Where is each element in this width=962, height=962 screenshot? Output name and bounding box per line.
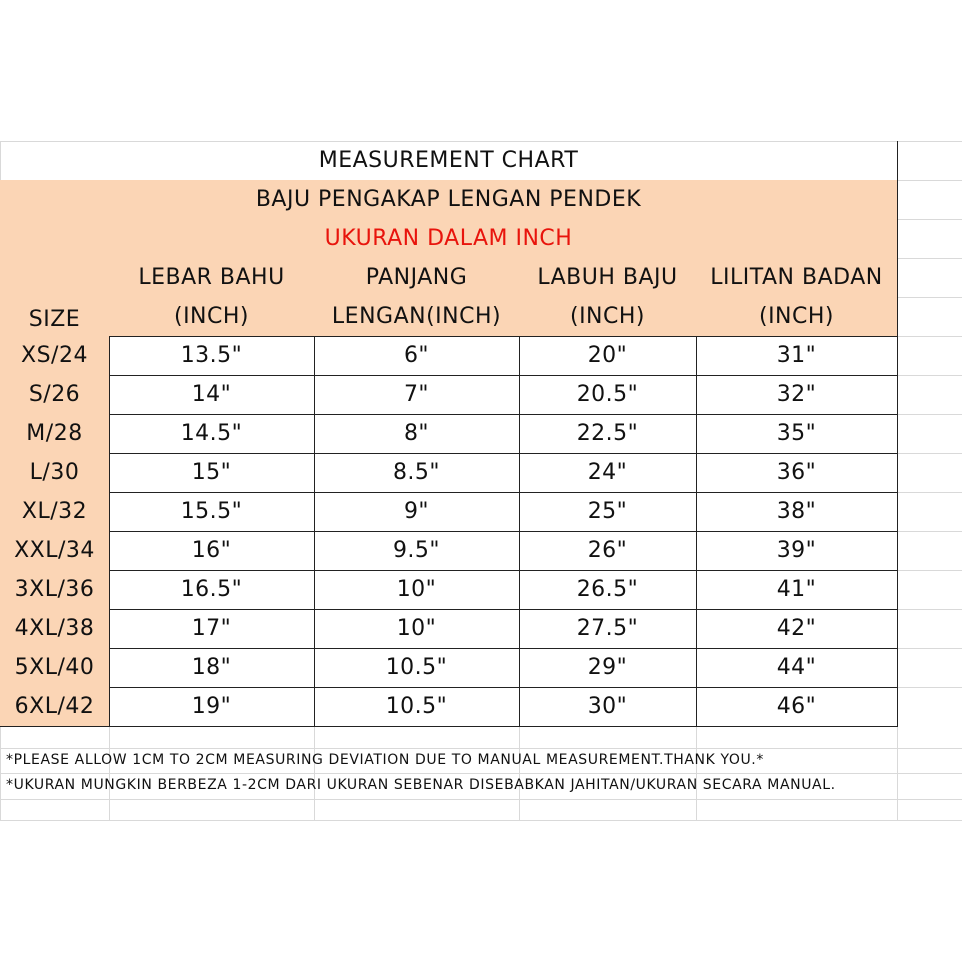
lilitan-cell: 39": [696, 531, 898, 571]
header-labuh-line1: LABUH BAJU: [537, 265, 678, 290]
note-deviation-english: *PLEASE ALLOW 1CM TO 2CM MEASURING DEVIATION DUE TO MANUAL MEASUREMENT.THANK YOU.*: [6, 752, 764, 768]
lebar-cell: 13.5": [109, 336, 315, 376]
size-cell: 5XL/40: [0, 648, 110, 688]
size-cell: XXL/34: [0, 531, 110, 571]
chart-subtitle-text: BAJU PENGAKAP LENGAN PENDEK: [255, 187, 642, 212]
lebar-cell: 17": [109, 609, 315, 649]
panjang-cell: 10.5": [314, 687, 520, 727]
header-labuh-line2: (INCH): [569, 304, 645, 329]
chart-title: [0, 141, 898, 181]
lilitan-cell: 36": [696, 453, 898, 493]
header-lebar-line1: LEBAR BAHU: [138, 265, 285, 290]
lilitan-cell: 42": [696, 609, 898, 649]
note-deviation-malay: *UKURAN MUNGKIN BERBEZA 1-2CM DARI UKURAN SEBENAR DISEBABKAN JAHITAN/UKURAN SECARA MANUAL.: [6, 777, 836, 793]
labuh-cell: 22.5": [519, 414, 697, 454]
header-panjang-lengan: [314, 258, 520, 337]
labuh-cell: 29": [519, 648, 697, 688]
chart-title-text: MEASUREMENT CHART: [318, 148, 579, 173]
labuh-cell: 24": [519, 453, 697, 493]
panjang-cell: 8": [314, 414, 520, 454]
lilitan-cell: 35": [696, 414, 898, 454]
unit-note: [0, 219, 898, 259]
panjang-cell: 7": [314, 375, 520, 415]
header-size-label: SIZE: [28, 307, 81, 332]
lebar-cell: 15.5": [109, 492, 315, 532]
panjang-cell: 6": [314, 336, 520, 376]
lilitan-cell: 46": [696, 687, 898, 727]
labuh-cell: 26.5": [519, 570, 697, 610]
lebar-cell: 14.5": [109, 414, 315, 454]
header-lilitan-line1: LILITAN BADAN: [710, 265, 883, 290]
size-cell: 6XL/42: [0, 687, 110, 727]
lilitan-cell: 32": [696, 375, 898, 415]
labuh-cell: 20": [519, 336, 697, 376]
header-lebar-line2: (INCH): [173, 304, 249, 329]
size-cell: L/30: [0, 453, 110, 493]
lebar-cell: 14": [109, 375, 315, 415]
size-cell: M/28: [0, 414, 110, 454]
header-lilitan-line2: (INCH): [758, 304, 834, 329]
lilitan-cell: 31": [696, 336, 898, 376]
lebar-cell: 16.5": [109, 570, 315, 610]
chart-subtitle: [0, 180, 898, 220]
panjang-cell: 9.5": [314, 531, 520, 571]
header-panjang-line2: LENGAN(INCH): [331, 304, 502, 329]
size-cell: S/26: [0, 375, 110, 415]
size-cell: XL/32: [0, 492, 110, 532]
lebar-cell: 18": [109, 648, 315, 688]
panjang-cell: 9": [314, 492, 520, 532]
lilitan-cell: 41": [696, 570, 898, 610]
size-cell: 4XL/38: [0, 609, 110, 649]
size-cell: 3XL/36: [0, 570, 110, 610]
lilitan-cell: 38": [696, 492, 898, 532]
lebar-cell: 15": [109, 453, 315, 493]
labuh-cell: 26": [519, 531, 697, 571]
unit-note-text: UKURAN DALAM INCH: [324, 226, 573, 251]
labuh-cell: 30": [519, 687, 697, 727]
header-labuh-baju: [519, 258, 697, 337]
header-lebar-bahu: [109, 258, 315, 337]
panjang-cell: 10.5": [314, 648, 520, 688]
header-size: [0, 258, 110, 337]
labuh-cell: 20.5": [519, 375, 697, 415]
panjang-cell: 10": [314, 570, 520, 610]
panjang-cell: 8.5": [314, 453, 520, 493]
header-lilitan-badan: [696, 258, 898, 337]
panjang-cell: 10": [314, 609, 520, 649]
size-cell: XS/24: [0, 336, 110, 376]
lilitan-cell: 44": [696, 648, 898, 688]
lebar-cell: 19": [109, 687, 315, 727]
lebar-cell: 16": [109, 531, 315, 571]
labuh-cell: 27.5": [519, 609, 697, 649]
labuh-cell: 25": [519, 492, 697, 532]
header-panjang-line1: PANJANG: [365, 265, 468, 290]
